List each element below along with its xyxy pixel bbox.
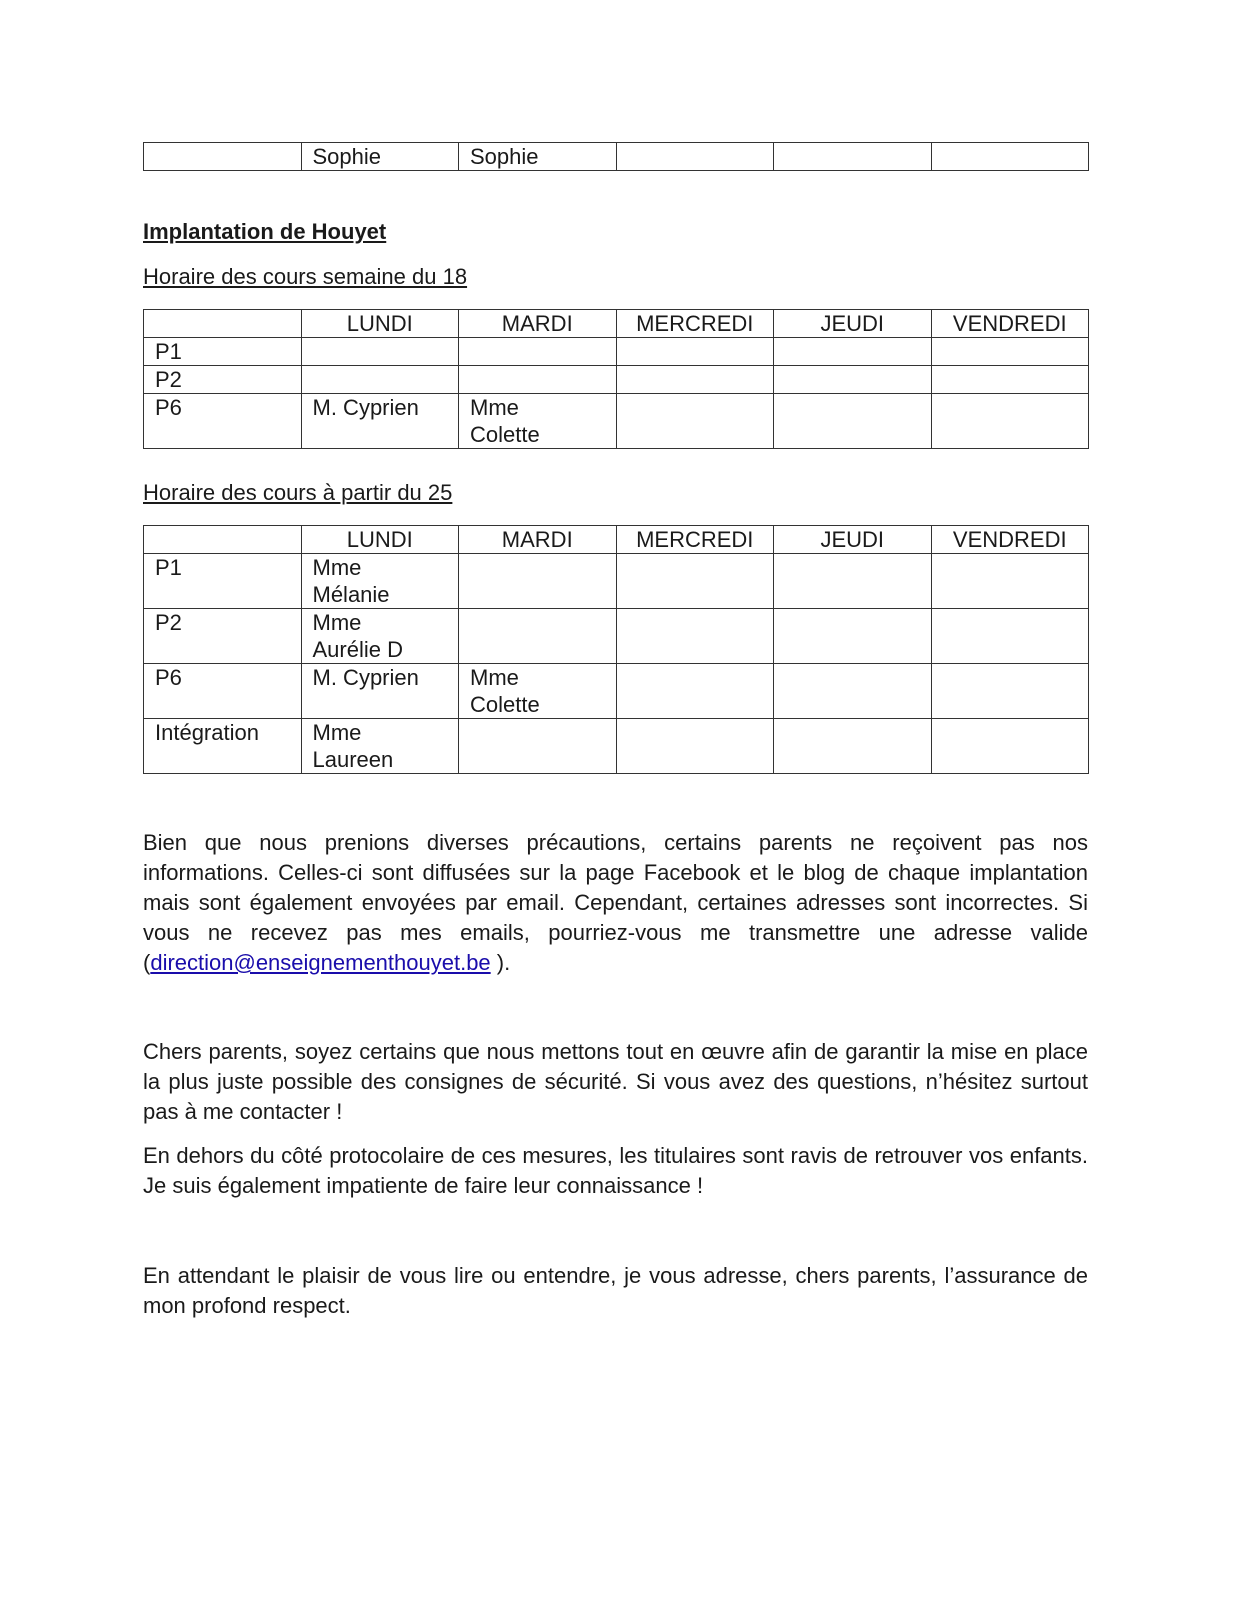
table-cell (774, 143, 932, 171)
row-label: P6 (144, 394, 302, 449)
paragraph-closing: En attendant le plaisir de vous lire ou entendre, je vous adresse, chers parents, l’assurance de mon profond respect. (143, 1263, 1088, 1318)
paragraph-teachers: En dehors du côté protocolaire de ces mesures, les titulaires sont ravis de retrouver vos enfants. Je suis également impatiente de faire leur connaissance ! (143, 1143, 1088, 1198)
schedule1-heading: Horaire des cours semaine du 18 (143, 264, 468, 289)
table-cell (931, 338, 1089, 366)
table-cell (301, 338, 459, 366)
header-cell-lundi: LUNDI (301, 310, 459, 338)
table-cell (931, 554, 1089, 609)
table-cell (616, 366, 774, 394)
row-label: P6 (144, 664, 302, 719)
table-cell: Mme Mélanie (301, 554, 459, 609)
row-label: P2 (144, 609, 302, 664)
table-row (144, 338, 1089, 366)
row-label: P1 (144, 554, 302, 609)
table-cell (616, 554, 774, 609)
schedule2-heading: Horaire des cours à partir du 25 (143, 480, 453, 505)
header-cell (144, 526, 302, 554)
table-cell (459, 366, 617, 394)
table-cell (931, 609, 1089, 664)
paragraph-text: Bien que nous prenions diverses précautions, certains parents ne reçoivent pas nos informations. Celles-ci sont diffusées sur la page Facebook et le blog de chaque implantation mais sont également envoyées par email. Cependant, certaines adresses sont incorrectes. Si vous ne recevez pas mes emails, pourriez-vous me transmettre une adresse valide ( (143, 830, 1088, 975)
table-cell (459, 719, 617, 774)
header-cell-mardi: MARDI (459, 526, 617, 554)
table-cell (774, 338, 932, 366)
table-cell (616, 394, 774, 449)
header-cell-vendredi: VENDREDI (931, 310, 1089, 338)
table-row (144, 664, 1089, 719)
top-table-fragment (143, 142, 1089, 171)
table-cell (301, 366, 459, 394)
table-cell (774, 664, 932, 719)
table-row (144, 719, 1089, 774)
table-cell: Mme Colette (459, 394, 617, 449)
header-cell-lundi: LUNDI (301, 526, 459, 554)
table-cell: M. Cyprien (301, 664, 459, 719)
header-cell-vendredi: VENDREDI (931, 526, 1089, 554)
table-cell (459, 338, 617, 366)
header-cell-mercredi: MERCREDI (616, 526, 774, 554)
table-cell (616, 338, 774, 366)
table-cell (931, 366, 1089, 394)
table-header-row (144, 310, 1089, 338)
header-cell (144, 310, 302, 338)
table-cell: Sophie (301, 143, 459, 171)
table-cell (931, 143, 1089, 171)
header-cell-jeudi: JEUDI (774, 526, 932, 554)
row-label: P1 (144, 338, 302, 366)
table-cell (616, 143, 774, 171)
table-row (144, 609, 1089, 664)
paragraph-text: ). (490, 950, 511, 975)
table-cell (459, 554, 617, 609)
table-cell (774, 554, 932, 609)
table-cell: M. Cyprien (301, 394, 459, 449)
paragraph-security: Chers parents, soyez certains que nous mettons tout en œuvre afin de garantir la mise en place la plus juste possible des consignes de sécurité. Si vous avez des questions, n’hésitez surtout pas à me contacter ! (143, 1039, 1088, 1124)
table-cell (459, 609, 617, 664)
table-cell (774, 609, 932, 664)
table-cell: Mme Aurélie D (301, 609, 459, 664)
table-cell (616, 609, 774, 664)
schedule1-table (143, 309, 1089, 449)
table-cell (931, 664, 1089, 719)
table-cell (931, 719, 1089, 774)
table-row (144, 554, 1089, 609)
table-cell: Mme Laureen (301, 719, 459, 774)
table-row (144, 394, 1089, 449)
table-cell: Sophie (459, 143, 617, 171)
paragraph-information (143, 828, 1088, 978)
row-label: Intégration (144, 719, 302, 774)
table-cell (616, 664, 774, 719)
section-title: Implantation de Houyet (143, 219, 387, 244)
table-row (144, 143, 1089, 171)
table-cell (616, 719, 774, 774)
table-row (144, 366, 1089, 394)
schedule2-table (143, 525, 1089, 774)
table-cell (774, 719, 932, 774)
table-cell (144, 143, 302, 171)
email-link[interactable]: direction@enseignementhouyet.be (150, 950, 491, 975)
table-cell (774, 394, 932, 449)
row-label: P2 (144, 366, 302, 394)
header-cell-jeudi: JEUDI (774, 310, 932, 338)
table-cell (774, 366, 932, 394)
table-cell (931, 394, 1089, 449)
table-header-row (144, 526, 1089, 554)
header-cell-mardi: MARDI (459, 310, 617, 338)
table-cell: Mme Colette (459, 664, 617, 719)
header-cell-mercredi: MERCREDI (616, 310, 774, 338)
